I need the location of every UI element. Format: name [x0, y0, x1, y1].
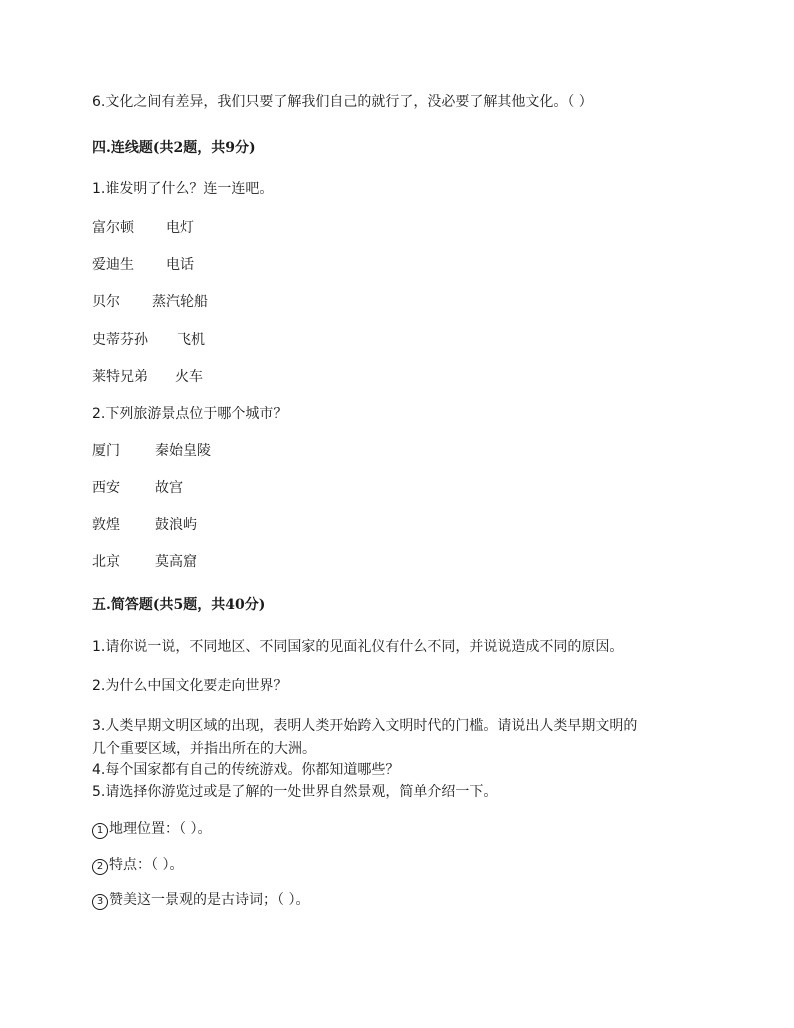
circled-number-marker: 3	[92, 894, 108, 910]
pair-left: 莱特兄弟	[92, 369, 148, 385]
matching-pair-inventor	[92, 368, 203, 386]
sub-question-2	[92, 856, 183, 875]
pair-left: 爱迪生	[92, 257, 134, 273]
matching-question-1-prompt: 1.谁发明了什么？连一连吧。	[92, 181, 274, 197]
sub-question-3	[92, 891, 309, 910]
matching-pair-inventor	[92, 256, 194, 274]
question-6-text: 6.文化之间有差异，我们只要了解我们自己的就行了，没必要了解其他文化。（ ）	[92, 94, 593, 110]
section-4-heading: 四.连线题(共2题，共9分)	[92, 140, 256, 156]
pair-right: 电话	[166, 257, 194, 273]
circled-number-marker: 1	[92, 823, 108, 839]
short-answer-question-2: 2.为什么中国文化要走向世界？	[92, 678, 288, 694]
matching-pair-inventor	[92, 293, 208, 311]
short-answer-question-3-line-2: 几个重要区域，并指出所在的大洲。	[92, 741, 316, 757]
pair-left: 敦煌	[92, 517, 120, 533]
pair-right: 电灯	[166, 220, 194, 236]
short-answer-question-5: 5.请选择你游览过或是了解的一处世界自然景观，简单介绍一下。	[92, 784, 498, 800]
pair-right: 火车	[175, 369, 203, 385]
pair-left: 北京	[92, 554, 120, 570]
short-answer-question-3-line-1: 3.人类早期文明区域的出现，表明人类开始跨入文明时代的门槛。请说出人类早期文明的	[92, 718, 638, 734]
pair-left: 厦门	[92, 443, 120, 459]
short-answer-question-4: 4.每个国家都有自己的传统游戏。你都知道哪些？	[92, 762, 400, 778]
pair-right: 蒸汽轮船	[152, 294, 208, 310]
matching-question-2-prompt: 2.下列旅游景点位于哪个城市？	[92, 406, 288, 422]
sub-question-text: 特点：（ ）。	[109, 857, 184, 873]
matching-pair-scenic-spot	[92, 479, 183, 497]
pair-right: 莫高窟	[155, 554, 197, 570]
short-answer-question-1: 1.请你说一说，不同地区、不同国家的见面礼仪有什么不同，并说说造成不同的原因。	[92, 639, 624, 655]
matching-pair-scenic-spot	[92, 442, 211, 460]
sub-question-1	[92, 820, 211, 839]
pair-right: 飞机	[177, 332, 205, 348]
matching-pair-scenic-spot	[92, 516, 197, 534]
pair-right: 秦始皇陵	[155, 443, 211, 459]
pair-left: 富尔顿	[92, 220, 134, 236]
circled-number-marker: 2	[92, 859, 108, 875]
pair-left: 史蒂芬孙	[92, 332, 148, 348]
matching-pair-inventor	[92, 219, 194, 237]
pair-right: 鼓浪屿	[155, 517, 197, 533]
section-5-heading: 五.简答题(共5题，共40分)	[92, 597, 266, 613]
sub-question-text: 地理位置：（ ）。	[109, 821, 212, 837]
pair-left: 西安	[92, 480, 120, 496]
matching-pair-scenic-spot	[92, 553, 197, 571]
matching-pair-inventor	[92, 331, 205, 349]
pair-right: 故宫	[155, 480, 183, 496]
sub-question-text: 赞美这一景观的是古诗词；（ ）。	[109, 892, 310, 908]
pair-left: 贝尔	[92, 294, 120, 310]
